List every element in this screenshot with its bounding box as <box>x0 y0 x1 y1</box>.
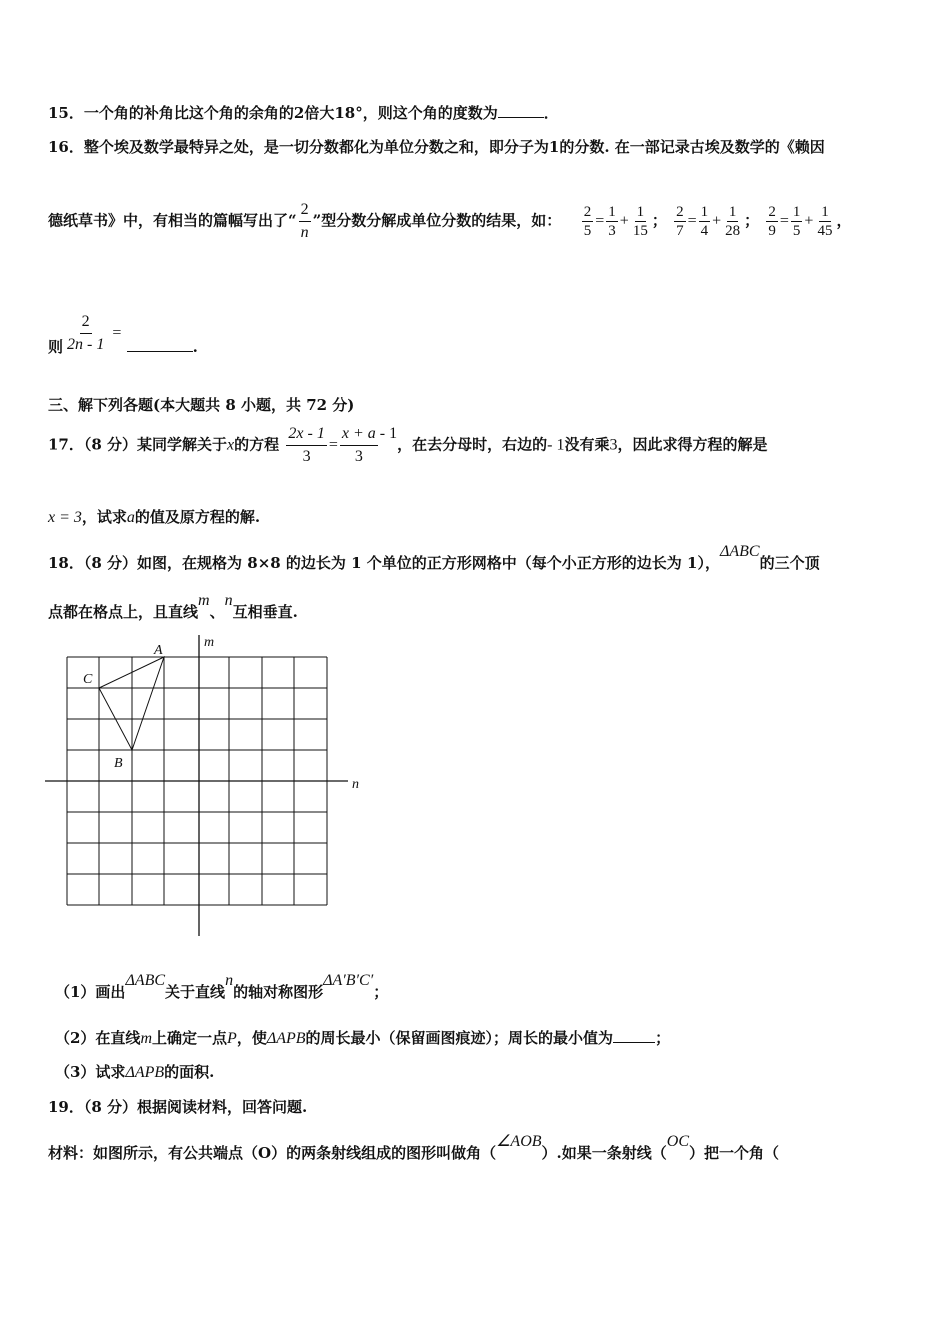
triangle-a-prime: ΔA′B′C′ <box>323 972 374 989</box>
frac-den: 4 <box>700 223 709 239</box>
q18-text: 点都在格点上，且直线 <box>48 603 199 621</box>
triangle-apb: ΔAPB <box>125 1064 165 1081</box>
equation-lhs <box>286 424 326 467</box>
semicolon: ； <box>651 211 667 230</box>
ex2-frac-b <box>699 204 711 239</box>
frac-num: 2 <box>583 204 592 220</box>
equals-sign: = <box>108 324 122 342</box>
var-a: a <box>126 509 135 526</box>
q19-material <box>48 1133 780 1164</box>
q16-answer-blank[interactable] <box>127 337 193 352</box>
question-16-line1 <box>48 137 825 157</box>
frac-num: 2 <box>299 200 311 222</box>
q17-text: ，因此求得方程的解是 <box>617 435 768 454</box>
ex3-frac-c <box>815 204 834 239</box>
q18-p1-end: ； <box>373 983 389 1001</box>
label-C: C <box>83 672 93 687</box>
frac-den: 9 <box>768 223 776 239</box>
frac-num: 2x - 1 <box>286 424 326 446</box>
line-n: n <box>224 592 233 609</box>
ex1-frac-c <box>631 204 650 239</box>
q17-number: 17．（8 分）某同学解关于 <box>48 435 228 454</box>
question-17-line2 <box>48 507 260 528</box>
section-3-heading: 三、解下列各题(本大题共 8 小题，共 72 分) <box>48 396 355 414</box>
question-19: 19．（8 分）根据阅读材料，回答问题. <box>48 1098 308 1116</box>
question-18-line1 <box>48 543 820 574</box>
minus-one: - 1 <box>547 436 565 454</box>
q18-text: 互相垂直. <box>232 603 298 621</box>
point-p: P <box>227 1030 237 1047</box>
q18-p2-text: 上确定一点 <box>152 1029 228 1047</box>
frac-num: 2 <box>676 204 684 220</box>
label-A: A <box>154 643 163 658</box>
equals-sign: = <box>779 212 789 230</box>
frac-num: 1 <box>700 204 709 220</box>
ray-oc: OC <box>666 1133 689 1150</box>
q17-text: 的方程 <box>234 435 280 454</box>
plus-sign: + <box>804 212 814 230</box>
q16-line1-text: 整个埃及数学最特异之处，是一切分数都化为单位分数之和，即分子为1的分数. 在一部记录古埃及数学的《赖因 <box>83 138 825 156</box>
ex3-frac-a <box>766 204 778 239</box>
line-n: n <box>225 972 234 989</box>
q18-part3 <box>55 1062 214 1083</box>
q15-text: 一个角的补角比这个角的余角的2倍大18°，则这个角的度数为 <box>83 104 498 122</box>
ex1-frac-b <box>606 204 618 239</box>
question-18-line2 <box>48 592 298 623</box>
line-m: m <box>140 1030 153 1047</box>
q18-answer-blank[interactable] <box>613 1028 655 1043</box>
question-15 <box>48 103 559 123</box>
q18-p1-text: 的轴对称图形 <box>233 983 324 1001</box>
equals-sign: = <box>595 212 605 230</box>
line-m: m <box>198 592 210 609</box>
q17-text: ，在去分母时，右边的 <box>397 435 548 454</box>
q19-text: ）.如果一条射线（ <box>541 1144 667 1162</box>
frac-den: 15 <box>632 223 648 239</box>
q19-text: 材料：如图所示，有公共端点（O）的两条射线组成的图形叫做角（ <box>48 1144 497 1162</box>
frac-num: 1 <box>636 204 645 220</box>
triangle-abc: ΔABC <box>125 972 166 989</box>
grid-figure <box>40 630 370 942</box>
q17-text: 没有乘 <box>564 435 610 454</box>
var-x: x <box>227 436 235 454</box>
equals-sign: = <box>328 436 338 454</box>
q18-number: 18．（8 分）如图，在规格为 8×8 的边长为 1 个单位的正方形网格中（每个小正方形的边长为 1）， <box>48 554 720 572</box>
frac-num: 1 <box>821 204 829 220</box>
q18-p3-text: （3）试求 <box>55 1063 126 1081</box>
frac-den: 7 <box>676 223 684 239</box>
frac-den: 2n - 1 <box>67 336 105 353</box>
q18-part2 <box>55 1028 670 1049</box>
frac-den: n <box>300 224 309 241</box>
angle-aob: ∠AOB <box>496 1133 542 1150</box>
q16-line2-text-b: ”型分数分解成单位分数的结果，如： <box>312 211 562 230</box>
frac-den: 5 <box>792 223 801 239</box>
frac-num: 1 <box>728 204 737 220</box>
frac-num: x + a <box>340 424 378 446</box>
q17-text: ，试求 <box>81 508 127 526</box>
solution-x-3: x = 3 <box>48 509 82 526</box>
frac-num: 2 <box>80 312 92 334</box>
q18-p2-text: （2）在直线 <box>55 1029 141 1047</box>
q16-end: . <box>192 337 198 356</box>
frac-den: 28 <box>725 223 741 239</box>
separator: 、 <box>209 603 225 621</box>
number-three: 3 <box>609 436 618 454</box>
question-16-line2 <box>48 200 851 243</box>
q16-number: 16． <box>48 138 84 156</box>
q15-answer-blank[interactable] <box>498 103 544 118</box>
frac-den: 3 <box>608 223 616 239</box>
q18-p1-text: 关于直线 <box>165 983 226 1001</box>
triangle-abc: ΔABC <box>719 543 760 560</box>
frac-num: 1 <box>608 204 616 220</box>
plus-sign: + <box>619 212 629 230</box>
label-n: n <box>352 777 359 792</box>
label-B: B <box>114 756 123 771</box>
q18-text: 的三个顶 <box>759 554 820 572</box>
equation-rhs <box>340 424 378 467</box>
q18-p2-text: 的周长最小（保留画图痕迹）；周长的最小值为 <box>305 1029 614 1047</box>
ex2-frac-a <box>674 204 686 239</box>
q18-p1-text: （1）画出 <box>55 983 126 1001</box>
ex3-frac-b <box>791 204 803 239</box>
fraction-2-over-n <box>299 200 311 243</box>
frac-num: 2 <box>768 204 776 220</box>
q16-line3-text: 则 <box>48 337 64 356</box>
q15-number: 15． <box>48 104 84 122</box>
equals-sign: = <box>687 212 697 230</box>
q16-line2-text-a: 德纸草书》中，有相当的篇幅写出了“ <box>48 211 297 230</box>
frac-den: 45 <box>817 223 833 239</box>
ex2-frac-c <box>723 204 742 239</box>
fraction-2-over-2n-1 <box>65 312 106 355</box>
frac-den: 3 <box>302 448 311 465</box>
q18-p2-end: ； <box>655 1029 671 1047</box>
comma: ， <box>836 211 852 230</box>
frac-num: 1 <box>792 204 801 220</box>
question-17-line1 <box>48 424 767 467</box>
minus-one: - 1 <box>379 424 398 442</box>
q17-text: 的值及原方程的解. <box>134 508 261 526</box>
frac-den: 3 <box>354 448 363 465</box>
q15-end: ． <box>543 104 559 122</box>
frac-den: 5 <box>583 223 592 239</box>
q18-part1 <box>55 972 389 1003</box>
triangle-apb: ΔAPB <box>266 1030 306 1047</box>
label-m: m <box>204 635 215 650</box>
question-16-line3 <box>48 312 198 355</box>
q18-p2-text: ，使 <box>236 1029 267 1047</box>
q19-text: ）把一个角（ <box>689 1144 780 1162</box>
q18-p3-text: 的面积. <box>164 1063 215 1081</box>
plus-sign: + <box>712 212 722 230</box>
ex1-frac-a <box>582 204 594 239</box>
semicolon: ； <box>744 211 760 230</box>
